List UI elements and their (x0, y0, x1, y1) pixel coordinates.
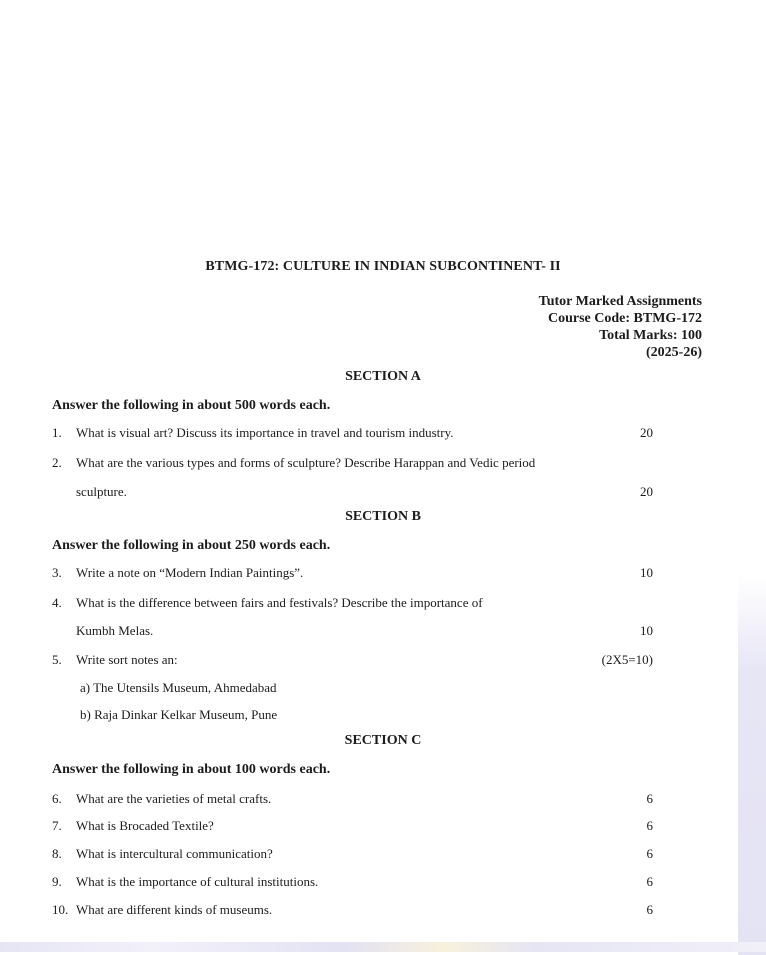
question-7 (52, 818, 214, 834)
question-9 (52, 874, 318, 890)
question-text: What are the varieties of metal crafts. (76, 791, 272, 806)
question-number: 5. (52, 652, 62, 667)
assignment-type: Tutor Marked Assignments (538, 294, 702, 309)
question-4-continued: Kumbh Melas. (76, 623, 154, 638)
question-4 (52, 595, 483, 611)
question-10 (52, 902, 272, 918)
question-5 (52, 652, 178, 668)
question-10-marks: 6 (646, 902, 653, 917)
section-c-title: SECTION C (344, 733, 422, 748)
section-a-title: SECTION A (345, 369, 421, 384)
question-2 (52, 455, 535, 471)
question-number: 9. (52, 874, 62, 889)
section-b-instruction: Answer the following in about 250 words each. (52, 538, 331, 553)
question-text: What are different kinds of museums. (76, 902, 273, 917)
question-text: What is the importance of cultural institutions. (76, 874, 319, 889)
course-code: Course Code: BTMG-172 (548, 311, 702, 326)
watermark-band (0, 942, 766, 952)
section-a-instruction: Answer the following in about 500 words each. (52, 398, 331, 413)
question-text: What is Brocaded Textile? (76, 818, 214, 833)
question-number: 4. (52, 595, 62, 610)
question-6 (52, 791, 271, 807)
question-text: What are the various types and forms of sculpture? Describe Harappan and Vedic period (76, 455, 536, 470)
question-2-marks: 20 (640, 484, 653, 499)
question-4-marks: 10 (640, 623, 653, 638)
session-year: (2025-26) (646, 345, 702, 360)
question-text: What is visual art? Discuss its importance in travel and tourism industry. (76, 425, 454, 440)
question-text: Write a note on “Modern Indian Paintings”. (76, 565, 304, 580)
question-1 (52, 425, 454, 441)
question-5-marks: (2X5=10) (601, 652, 653, 667)
section-b-title: SECTION B (345, 509, 421, 524)
question-3-marks: 10 (640, 565, 653, 580)
question-number: 2. (52, 455, 62, 470)
question-8-marks: 6 (646, 846, 653, 861)
question-3 (52, 565, 303, 581)
question-9-marks: 6 (646, 874, 653, 889)
document-title: BTMG-172: CULTURE IN INDIAN SUBCONTINENT- II (205, 259, 561, 274)
question-2-continued: sculpture. (76, 484, 127, 499)
question-number: 10. (52, 902, 69, 917)
question-number: 8. (52, 846, 62, 861)
question-number: 7. (52, 818, 62, 833)
question-text: What is intercultural communication? (76, 846, 273, 861)
question-text: What is the difference between fairs and festivals? Describe the importance of (76, 595, 483, 610)
question-number: 6. (52, 791, 62, 806)
question-6-marks: 6 (646, 791, 653, 806)
watermark-shape (738, 575, 766, 955)
question-8 (52, 846, 273, 862)
section-c-instruction: Answer the following in about 100 words each. (52, 762, 331, 777)
question-text: Write sort notes an: (76, 652, 178, 667)
total-marks: Total Marks: 100 (599, 328, 702, 343)
question-5-sub-a: a) The Utensils Museum, Ahmedabad (80, 680, 277, 695)
question-number: 1. (52, 425, 62, 440)
question-7-marks: 6 (646, 818, 653, 833)
question-1-marks: 20 (640, 425, 653, 440)
question-number: 3. (52, 565, 62, 580)
question-5-sub-b: b) Raja Dinkar Kelkar Museum, Pune (80, 707, 278, 722)
